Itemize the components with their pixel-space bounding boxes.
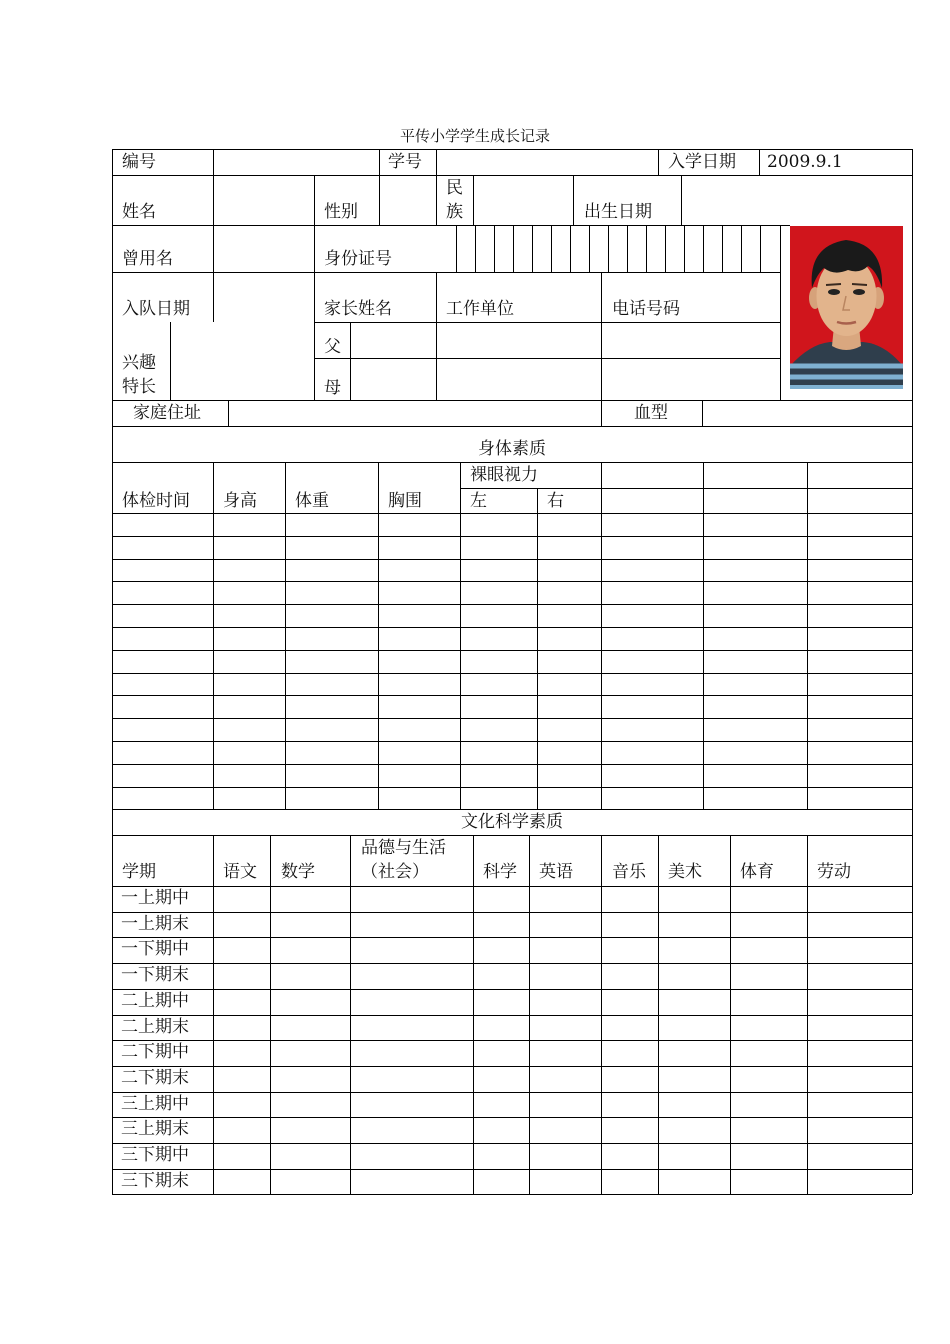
- table-rule-vertical: [379, 149, 380, 175]
- table-rule-horizontal: [112, 886, 912, 887]
- table-rule-vertical: [759, 149, 760, 175]
- table-rule-horizontal: [112, 149, 912, 150]
- term-label: 二上期中: [121, 991, 189, 1011]
- table-rule-horizontal: [112, 741, 912, 742]
- vision-left-header: 左: [470, 491, 487, 511]
- table-rule-vertical: [702, 400, 703, 426]
- english-header: 英语: [539, 862, 573, 882]
- table-rule-horizontal: [112, 912, 912, 913]
- table-rule-vertical: [314, 175, 315, 400]
- table-rule-horizontal: [112, 718, 912, 719]
- table-rule-horizontal: [112, 1194, 912, 1195]
- student-id-label: 学号: [388, 152, 422, 172]
- table-rule-horizontal: [112, 426, 912, 427]
- art-header: 美术: [668, 862, 702, 882]
- address-label: 家庭住址: [133, 403, 201, 423]
- labor-header: 劳动: [817, 862, 851, 882]
- table-rule-vertical: [513, 225, 514, 272]
- table-rule-horizontal: [314, 322, 780, 323]
- blood-type-label: 血型: [634, 403, 668, 423]
- table-rule-vertical: [350, 322, 351, 400]
- table-rule-horizontal: [112, 400, 912, 401]
- table-rule-horizontal: [112, 1092, 912, 1093]
- table-rule-vertical: [589, 225, 590, 272]
- table-rule-vertical: [436, 175, 437, 225]
- table-rule-horizontal: [112, 937, 912, 938]
- table-rule-horizontal: [112, 559, 912, 560]
- table-rule-horizontal: [112, 673, 912, 674]
- join-team-date-label: 入队日期: [122, 299, 190, 319]
- table-rule-vertical: [285, 462, 286, 809]
- table-rule-vertical: [681, 175, 682, 225]
- student-photo: [790, 226, 903, 389]
- morality-header-line1: 品德与生活: [361, 838, 446, 858]
- table-rule-horizontal: [112, 1066, 912, 1067]
- vision-header: 裸眼视力: [470, 465, 538, 485]
- table-rule-vertical: [703, 462, 704, 809]
- document-title: 平传小学学生成长记录: [399, 127, 550, 145]
- table-rule-vertical: [379, 175, 380, 225]
- ethnicity-label-2: 族: [446, 202, 463, 222]
- academic-section-title: 文化科学素质: [461, 812, 563, 832]
- table-rule-horizontal: [112, 513, 912, 514]
- table-rule-vertical: [684, 225, 685, 272]
- table-rule-vertical: [627, 225, 628, 272]
- table-rule-vertical: [494, 225, 495, 272]
- term-label: 三上期末: [121, 1119, 189, 1139]
- table-rule-vertical: [741, 225, 742, 272]
- enroll-date-label: 入学日期: [668, 152, 736, 172]
- term-label: 三下期中: [121, 1145, 189, 1165]
- table-rule-vertical: [573, 175, 574, 225]
- table-rule-vertical: [608, 225, 609, 272]
- table-rule-vertical: [780, 225, 781, 400]
- table-rule-horizontal: [460, 488, 912, 489]
- table-rule-horizontal: [112, 1143, 912, 1144]
- term-header: 学期: [122, 862, 156, 882]
- hobby-label-1: 兴趣: [122, 353, 156, 373]
- mother-label: 母: [324, 378, 341, 398]
- table-rule-vertical: [807, 462, 808, 809]
- table-rule-vertical: [912, 149, 913, 1194]
- gender-label: 性别: [324, 202, 358, 222]
- phone-label: 电话号码: [612, 299, 680, 319]
- table-rule-vertical: [760, 225, 761, 272]
- table-rule-horizontal: [112, 1015, 912, 1016]
- term-label: 三下期末: [121, 1171, 189, 1191]
- chest-header: 胸围: [388, 491, 422, 511]
- table-rule-vertical: [112, 149, 113, 1194]
- table-rule-vertical: [473, 175, 474, 225]
- id-card-label: 身份证号: [324, 249, 392, 269]
- table-rule-vertical: [436, 272, 437, 400]
- work-unit-label: 工作单位: [446, 299, 514, 319]
- student-photo-image: [790, 226, 903, 389]
- ethnicity-label-1: 民: [446, 178, 463, 198]
- table-rule-horizontal: [112, 1117, 912, 1118]
- table-rule-vertical: [532, 225, 533, 272]
- father-label: 父: [324, 337, 341, 357]
- table-rule-vertical: [378, 462, 379, 809]
- table-rule-vertical: [436, 149, 437, 175]
- table-rule-vertical: [213, 149, 214, 175]
- table-rule-horizontal: [112, 809, 912, 810]
- term-label: 二下期末: [121, 1068, 189, 1088]
- table-rule-horizontal: [112, 462, 912, 463]
- weight-header: 体重: [295, 491, 329, 511]
- table-rule-vertical: [551, 225, 552, 272]
- term-label: 一下期中: [121, 939, 189, 959]
- birth-date-label: 出生日期: [584, 202, 652, 222]
- table-rule-vertical: [456, 225, 457, 272]
- table-rule-horizontal: [112, 835, 912, 836]
- parent-name-label: 家长姓名: [324, 299, 392, 319]
- table-rule-vertical: [665, 225, 666, 272]
- table-rule-vertical: [170, 322, 171, 400]
- table-rule-vertical: [703, 225, 704, 272]
- table-rule-vertical: [213, 462, 214, 809]
- table-rule-horizontal: [314, 358, 780, 359]
- term-label: 一下期末: [121, 965, 189, 985]
- table-rule-horizontal: [112, 627, 912, 628]
- exam-time-header: 体检时间: [122, 491, 190, 511]
- term-label: 二下期中: [121, 1042, 189, 1062]
- table-rule-vertical: [601, 272, 602, 400]
- math-header: 数学: [281, 862, 315, 882]
- chinese-header: 语文: [223, 862, 257, 882]
- term-label: 三上期中: [121, 1094, 189, 1114]
- physical-section-title: 身体素质: [478, 439, 546, 459]
- science-header: 科学: [483, 862, 517, 882]
- former-name-label: 曾用名: [122, 249, 173, 269]
- table-rule-vertical: [570, 225, 571, 272]
- table-rule-vertical: [213, 175, 214, 322]
- vision-right-header: 右: [547, 491, 564, 511]
- enroll-date-value: 2009.9.1: [767, 152, 843, 172]
- pe-header: 体育: [740, 862, 774, 882]
- table-rule-horizontal: [112, 1169, 912, 1170]
- table-rule-horizontal: [112, 604, 912, 605]
- table-rule-vertical: [537, 488, 538, 809]
- height-header: 身高: [223, 491, 257, 511]
- table-rule-vertical: [460, 462, 461, 809]
- table-rule-horizontal: [112, 581, 912, 582]
- table-rule-horizontal: [112, 963, 912, 964]
- table-rule-vertical: [658, 149, 659, 175]
- table-rule-horizontal: [112, 695, 912, 696]
- table-rule-vertical: [646, 225, 647, 272]
- table-rule-horizontal: [112, 175, 912, 176]
- table-rule-vertical: [228, 400, 229, 426]
- table-rule-vertical: [722, 225, 723, 272]
- table-rule-vertical: [601, 400, 602, 426]
- table-rule-horizontal: [112, 764, 912, 765]
- table-rule-horizontal: [112, 989, 912, 990]
- term-label: 一上期末: [121, 914, 189, 934]
- morality-header-line2: （社会）: [361, 862, 429, 882]
- name-label: 姓名: [122, 202, 156, 222]
- term-label: 一上期中: [121, 888, 189, 908]
- table-rule-horizontal: [112, 1040, 912, 1041]
- table-rule-vertical: [475, 225, 476, 272]
- hobby-label-2: 特长: [122, 377, 156, 397]
- music-header: 音乐: [612, 862, 646, 882]
- table-rule-vertical: [601, 462, 602, 809]
- term-label: 二上期末: [121, 1017, 189, 1037]
- table-rule-horizontal: [112, 787, 912, 788]
- table-rule-horizontal: [112, 650, 912, 651]
- table-rule-horizontal: [112, 536, 912, 537]
- number-label: 编号: [122, 152, 156, 172]
